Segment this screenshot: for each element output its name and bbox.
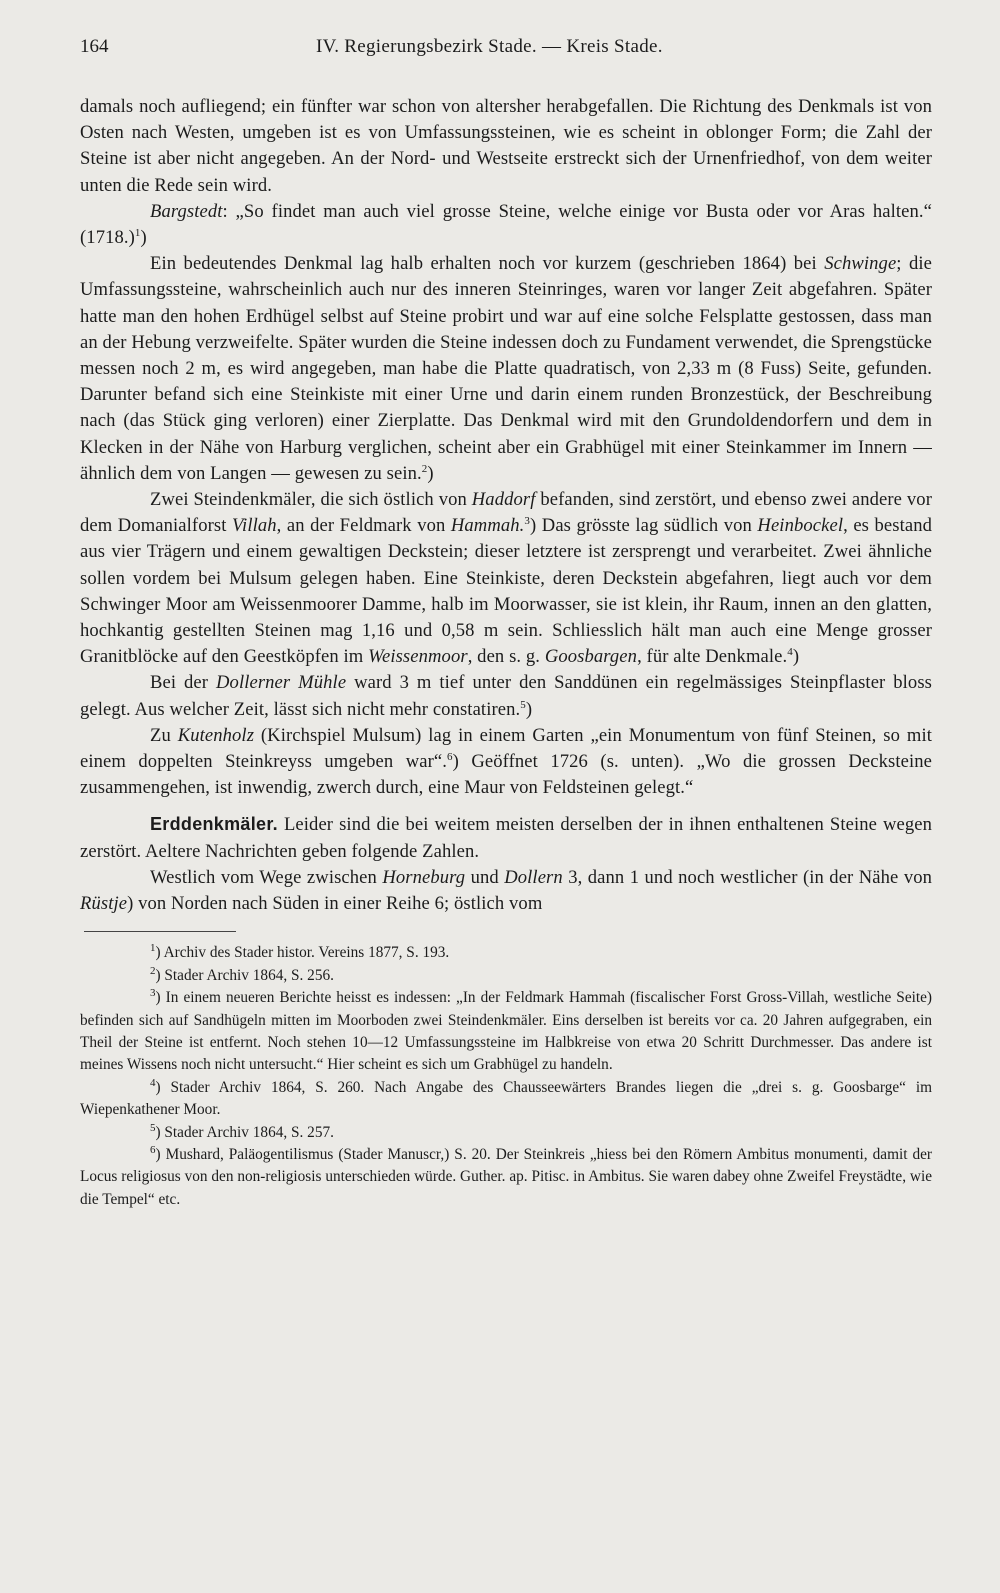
footnote-mark: 2 (150, 964, 156, 977)
paragraph-text: und (465, 866, 505, 888)
place-name: Villah (231, 515, 277, 537)
footnote-1 (80, 942, 932, 964)
paragraph-8 (80, 865, 932, 917)
paragraph-text: Zwei Steindenkmäler, die sich östlich von (150, 489, 472, 511)
paragraph-text: ward 3 m tief unter den Sanddünen ein regelmässiges Steinpflaster bloss gelegt. Aus welcher Zeit, lässt sich nicht mehr constatiren. (80, 672, 932, 720)
place-name: Kutenholz (177, 724, 255, 746)
paragraph-6 (80, 723, 932, 802)
footnote-text: ) Archiv des Stader histor. Vereins 1877, S. 193. (155, 944, 450, 962)
paragraph-text: : „So findet man auch viel grosse Steine, welche einige vor Busta oder vor Aras halten.“ (1718.) (80, 200, 932, 249)
footnote-ref: 4 (787, 646, 793, 659)
footnote-ref: 6 (446, 750, 453, 763)
paragraph-4 (80, 487, 932, 670)
footnote-text: ) Stader Archiv 1864, S. 256. (155, 966, 334, 984)
footnote-text: ) Stader Archiv 1864, S. 260. Nach Angabe des Chausseewärters Brandes liegen die „drei s. g. Goosbarge“ im Wiepenkathener Moor. (80, 1078, 932, 1119)
paragraph-text: Ein bedeutendes Denkmal lag halb erhalten noch vor kurzem (geschrieben 1864) bei (150, 253, 825, 275)
paragraph-text: ) (427, 462, 434, 484)
paragraph-text: , für alte Denkmale. (637, 646, 788, 668)
footnotes (80, 942, 932, 1211)
paragraph-text: ) von Norden nach Süden in einer Reihe 6; östlich vom (127, 893, 543, 915)
footnote-2 (80, 965, 932, 987)
footnote-ref: 2 (421, 462, 428, 475)
footnote-ref: 5 (520, 698, 526, 711)
footnote-mark: 3 (150, 987, 156, 1000)
paragraph-text: Leider sind die bei weitem meisten derselben der in ihnen enthaltenen Steine wegen zerstört. Aeltere Nachrichten geben folgende Zahlen. (80, 814, 932, 862)
section-heading: Erddenkmäler. (150, 814, 278, 835)
paragraph-text: ) Geöffnet 1726 (s. unten). „Wo die grossen Decksteine zusammengehen, ist inwendig, zwerch durch, eine Maur von Feldsteinen gelegt.“ (80, 751, 932, 799)
footnote-ref: 3 (524, 515, 531, 528)
footnote-5 (80, 1122, 932, 1144)
place-name: Dollern (504, 866, 563, 888)
place-name: Goosbargen (544, 646, 638, 668)
paragraph-text: ; die Umfassungssteine, wahrscheinlich auch nur des inneren Steinringes, waren vor langer Zeit abgefahren. Später hatte man den hohen Erdhügel selbst auf Steine probirt und war auf eine solche Felsplatte gestossen, dass man an der Hebung verzweifelte. Später wurden die Steine indessen doch zu Fundament verwendet, die Sprengstücke messen noch 2 m, es wird angegeben, man habe die Platte quadratisch, von 2,33 m (8 Fuss) Seite, gefunden. Darunter befand sich eine Steinkiste mit einer Urne und darin einem runden Bronzestück, der Beschreibung nach (das Stück ging verloren) einer Zierplatte. Das Denkmal wird mit den Grundoldendorfern und dem in Klecken in der Nähe von Harburg verglichen, scheint aber ein Grabhügel mit einer Steinkammer im Innern — ähnlich dem von Langen — gewesen zu sein. (80, 253, 933, 484)
place-name: Hammah. (450, 515, 525, 537)
place-name: Bargstedt (150, 200, 223, 222)
place-name: Horneburg (382, 866, 466, 888)
footnote-mark: 1 (150, 942, 156, 955)
footnote-mark: 4 (150, 1076, 156, 1089)
paragraph-text: 3, dann 1 und noch westlicher (in der Nähe von (562, 866, 933, 888)
page-number: 164 (80, 36, 109, 57)
paragraph-5 (80, 670, 932, 722)
running-title: IV. Regierungsbezirk Stade. — Kreis Stade. (316, 36, 663, 57)
paragraph-1 (80, 94, 932, 199)
footnote-text: ) Stader Archiv 1864, S. 257. (155, 1123, 334, 1141)
paragraph-3 (80, 251, 932, 487)
paragraph-text: ) (140, 227, 147, 249)
footnote-3 (80, 987, 932, 1077)
paragraph-2 (80, 199, 932, 251)
paragraph-text: Westlich vom Wege zwischen (150, 866, 383, 888)
paragraph-text: (Kirchspiel Mulsum) lag in einem Garten „ein Monumentum von fünf Steinen, so mit einem doppelten Steinkreyss umgeben war“. (80, 724, 932, 773)
paragraph-text: , es bestand aus vier Trägern und einem gewaltigen Deckstein; dieser letztere ist zersprengt und verarbeitet. Zwei ähnliche sollen vordem bei Mulsum gelegen haben. Eine Steinkiste, deren Deckstein abgefahren, liegt auch vor dem Schwinger Moor am Weissenmoorer Damme, halb im Moorwasser, sie ist klein, ihr Raum, innen an den glatten, hochkantig gestellten Steinen mag 1,16 und 0,58 m sein. Schliesslich hält man auch eine Menge grosser Granitblöcke auf den Geestköpfen im (80, 515, 932, 668)
paragraph-text: ) Das grösste lag südlich von (530, 515, 758, 537)
footnote-mark: 5 (150, 1121, 156, 1134)
paragraph-text: , an der Feldmark von (276, 515, 451, 537)
place-name: Schwinge (824, 253, 897, 275)
place-name: Rüstje (80, 893, 128, 915)
footnote-4 (80, 1077, 932, 1122)
footnote-text: ) Mushard, Paläogentilismus (Stader Manuscr,) S. 20. Der Steinkreis „hiess bei den Römern Ambitus monumenti, damit der Locus religiosus von den non-religiosis unterschieden würde. Guther. ap. Pitisc. in Ambitus. Sie waren dabey ohne Zweifel Freystädte, wie die Tempel“ etc. (80, 1145, 932, 1208)
footnote-ref: 1 (134, 226, 141, 239)
footnote-mark: 6 (150, 1143, 156, 1156)
paragraph-text: Zu (150, 724, 178, 746)
body-text (80, 94, 932, 917)
footnote-6 (80, 1144, 932, 1211)
footnote-text: ) In einem neueren Berichte heisst es indessen: „In der Feldmark Hammah (fiscalischer Forst Gross-Villah, westliche Seite) befinden sich auf Sandhügeln mitten im Moorboden zwei Steindenkmäler. Eins derselben ist bereits vor ca. 20 Jahren aufgegraben, ein Theil der Steine ist entfernt. Noch stehen 10—12 Umfassungssteine im Halbkreise von etwa 20 Schritt Durchmesser. Das andere ist meines Wissens noch nicht untersucht.“ Hier scheint es sich um Grabhügel zu handeln. (80, 989, 932, 1074)
paragraph-text: , den s. g. (467, 646, 545, 668)
footnote-divider (84, 931, 236, 932)
paragraph-text: ) (792, 646, 800, 668)
paragraph-7 (80, 811, 932, 864)
paragraph-text: ) (525, 698, 533, 720)
paragraph-text: damals noch aufliegend; ein fünfter war schon von altersher herabgefallen. Die Richtung des Denkmals ist von Osten nach Westen, umgeben ist es von Umfassungssteinen, wie es scheint in oblonger Form; die Zahl der Steine ist aber nicht angegeben. An der Nord- und Westseite erstreckt sich der Urnenfriedhof, von dem weiter unten die Rede sein wird. (80, 96, 932, 196)
place-name: Heinbockel (757, 515, 844, 537)
place-name: Weissenmoor (368, 646, 468, 668)
place-name: Dollerner Mühle (216, 672, 347, 694)
place-name: Haddorf (471, 489, 536, 511)
running-head (80, 26, 932, 66)
paragraph-text: Bei der (150, 672, 217, 694)
paragraph-text: befanden, sind zerstört, und ebenso zwei andere vor dem Domanialforst (80, 489, 932, 537)
